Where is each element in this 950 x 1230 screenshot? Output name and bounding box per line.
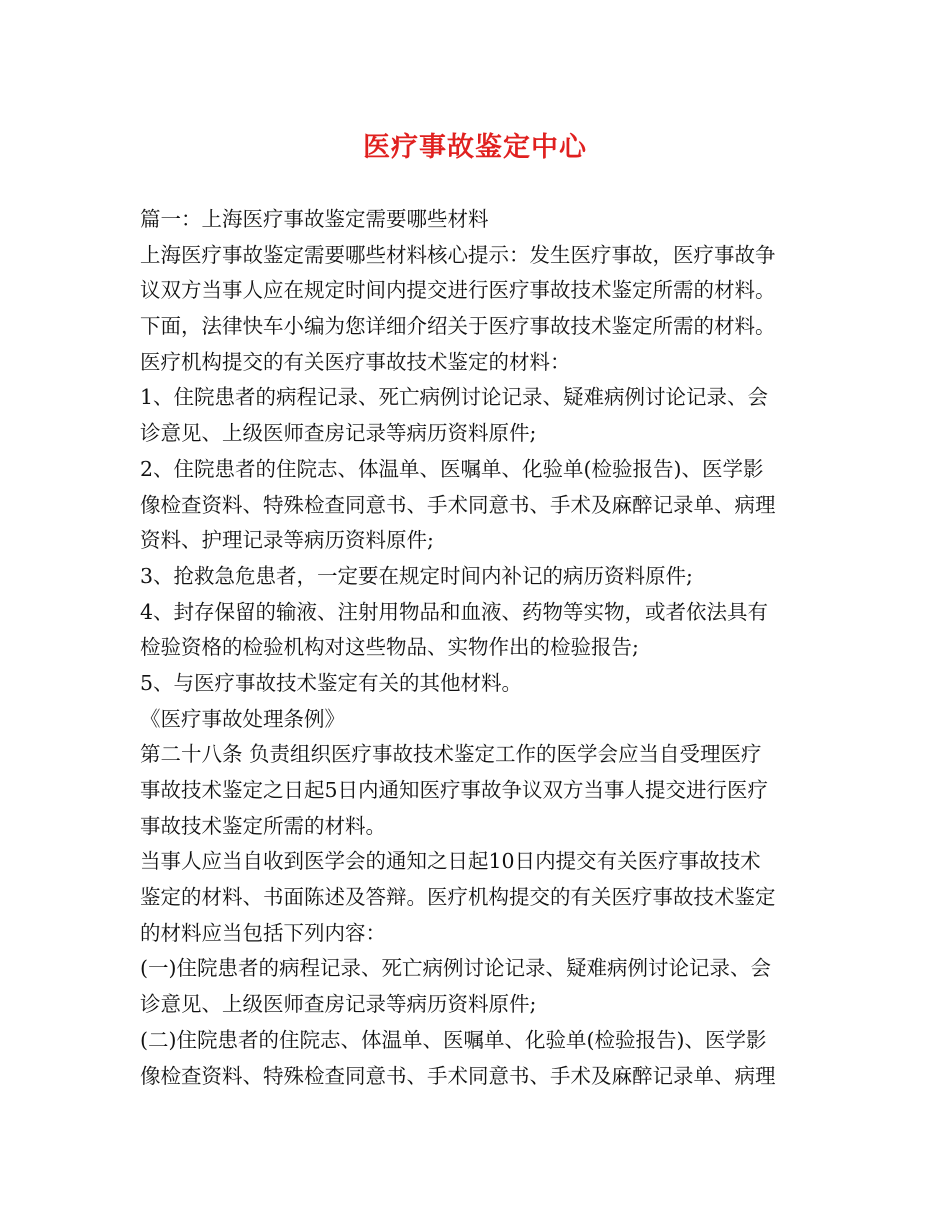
text-line: 上海医疗事故鉴定需要哪些材料核心提示：发生医疗事故，医疗事故争 — [140, 242, 776, 267]
text-line: 诊意见、上级医师查房记录等病历资料原件; — [140, 421, 537, 446]
text-line: 下面，法律快车小编为您详细介绍关于医疗事故技术鉴定所需的材料。 — [140, 314, 776, 339]
text-line: 《医疗事故处理条例》 — [140, 706, 345, 731]
text-line: 1、住院患者的病程记录、死亡病例讨论记录、疑难病例讨论记录、会 — [140, 385, 769, 410]
text-line: 篇一：上海医疗事故鉴定需要哪些材料 — [140, 207, 489, 231]
text-line: (二)住院患者的住院志、体温单、医嘱单、化验单(检验报告)、医学影 — [140, 1027, 767, 1052]
text-line: 检验资格的检验机构对这些物品、实物作出的检验报告; — [140, 635, 639, 660]
text-line: 医疗机构提交的有关医疗事故技术鉴定的材料： — [140, 349, 571, 374]
text-line: 当事人应当自收到医学会的通知之日起10日内提交有关医疗事故技术 — [140, 849, 761, 874]
text-line: (一)住院患者的病程记录、死亡病例讨论记录、疑难病例讨论记录、会 — [140, 956, 771, 981]
text-line: 事故技术鉴定之日起5日内通知医疗事故争议双方当事人提交进行医疗 — [140, 778, 769, 802]
text-line: 资料、护理记录等病历资料原件; — [140, 528, 434, 553]
text-line: 的材料应当包括下列内容： — [140, 920, 386, 945]
document-title: 医疗事故鉴定中心 — [363, 132, 587, 163]
text-line: 像检查资料、特殊检查同意书、手术同意书、手术及麻醉记录单、病理 — [140, 1063, 776, 1088]
text-line: 事故技术鉴定所需的材料。 — [140, 813, 386, 838]
text-line: 3、抢救急危患者，一定要在规定时间内补记的病历资料原件; — [140, 563, 693, 588]
text-line: 像检查资料、特殊检查同意书、手术同意书、手术及麻醉记录单、病理 — [140, 492, 776, 517]
text-line: 议双方当事人应在规定时间内提交进行医疗事故技术鉴定所需的材料。 — [140, 278, 776, 303]
text-line: 2、住院患者的住院志、体温单、医嘱单、化验单(检验报告)、医学影 — [140, 456, 764, 481]
text-line: 鉴定的材料、书面陈述及答辩。医疗机构提交的有关医疗事故技术鉴定 — [140, 885, 776, 910]
text-line: 诊意见、上级医师查房记录等病历资料原件; — [140, 992, 537, 1017]
text-line: 第二十八条 负责组织医疗事故技术鉴定工作的医学会应当自受理医疗 — [140, 742, 762, 767]
text-line: 4、封存保留的输液、注射用物品和血液、药物等实物，或者依法具有 — [140, 599, 769, 624]
text-line: 5、与医疗事故技术鉴定有关的其他材料。 — [140, 670, 523, 695]
document-body — [140, 202, 820, 1094]
